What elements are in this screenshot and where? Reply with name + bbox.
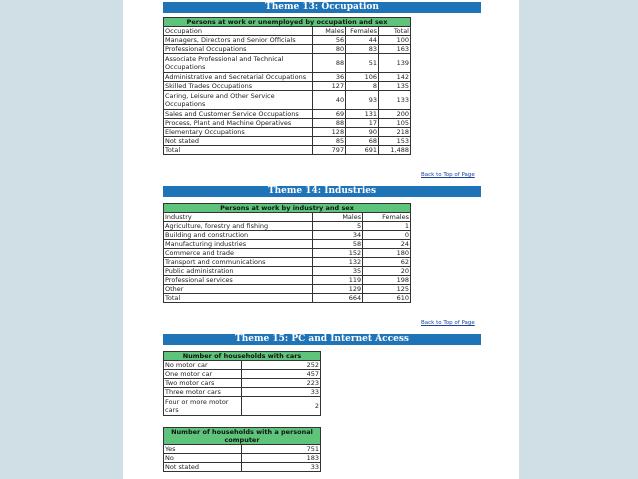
table-row: [164, 361, 321, 370]
cell-value: 68: [346, 137, 379, 146]
cell-value: 127: [313, 82, 346, 91]
cell-value: 200: [379, 110, 411, 119]
cell-value: 33: [241, 463, 320, 472]
column-header: Males: [313, 27, 346, 36]
column-header: Total: [379, 27, 411, 36]
cell-value: 457: [241, 370, 320, 379]
cell-value: 1,488: [379, 146, 411, 155]
row-label: Professional services: [164, 276, 313, 285]
row-label: Elementary Occupations: [164, 128, 313, 137]
table-row: [164, 463, 321, 472]
cell-value: 2: [241, 397, 320, 416]
column-header: Females: [346, 27, 379, 36]
cell-value: 139: [379, 54, 411, 73]
table-row: [164, 231, 411, 240]
row-label: Four or more motor cars: [164, 397, 242, 416]
row-label: Commerce and trade: [164, 249, 313, 258]
cell-value: 5: [313, 222, 363, 231]
cell-value: 252: [241, 361, 320, 370]
cell-value: 35: [313, 267, 363, 276]
row-label: Agriculture, forestry and fishing: [164, 222, 313, 231]
industry-table-caption: Persons at work by industry and sex: [164, 204, 411, 213]
cell-value: 17: [346, 119, 379, 128]
table-row: [164, 91, 411, 110]
row-label: No: [164, 454, 242, 463]
cell-value: 33: [241, 388, 320, 397]
column-header: Males: [313, 213, 363, 222]
table-header-row: [164, 213, 411, 222]
column-header: Industry: [164, 213, 313, 222]
table-row: [164, 128, 411, 137]
back-to-top-link[interactable]: Back to Top of Page: [421, 320, 475, 326]
cell-value: 40: [313, 91, 346, 110]
cell-value: 133: [379, 91, 411, 110]
row-label: Three motor cars: [164, 388, 242, 397]
table-row: [164, 82, 411, 91]
table-row: [164, 397, 321, 416]
theme15-heading: Theme 15: PC and Internet Access: [163, 334, 481, 345]
cell-value: 62: [363, 258, 411, 267]
row-label: Total: [164, 294, 313, 303]
cell-value: 80: [313, 45, 346, 54]
cell-value: 125: [363, 285, 411, 294]
cell-value: 34: [313, 231, 363, 240]
row-label: Not stated: [164, 137, 313, 146]
table-row: [164, 240, 411, 249]
theme13-heading: Theme 13: Occupation: [163, 2, 481, 13]
row-label: Associate Professional and Technical Occupations: [164, 54, 313, 73]
cell-value: 51: [346, 54, 379, 73]
table-row: [164, 110, 411, 119]
cell-value: 90: [346, 128, 379, 137]
row-label: Skilled Trades Occupations: [164, 82, 313, 91]
cell-value: 106: [346, 73, 379, 82]
cell-value: 105: [379, 119, 411, 128]
cell-value: 20: [363, 267, 411, 276]
row-label: One motor car: [164, 370, 242, 379]
row-label: Manufacturing industries: [164, 240, 313, 249]
back-to-top-link[interactable]: Back to Top of Page: [421, 172, 475, 178]
table-row: [164, 445, 321, 454]
row-label: Building and construction: [164, 231, 313, 240]
cell-value: 153: [379, 137, 411, 146]
cell-value: 58: [313, 240, 363, 249]
cell-value: 0: [363, 231, 411, 240]
row-label: Professional Occupations: [164, 45, 313, 54]
cell-value: 88: [313, 54, 346, 73]
cars-table: [163, 351, 321, 416]
cell-value: 69: [313, 110, 346, 119]
table-row: [164, 222, 411, 231]
cell-value: 83: [346, 45, 379, 54]
row-label: Sales and Customer Service Occupations: [164, 110, 313, 119]
industry-table: [163, 203, 411, 303]
pc-table: [163, 427, 321, 472]
table-row: [164, 294, 411, 303]
cell-value: 128: [313, 128, 346, 137]
row-label: Transport and communications: [164, 258, 313, 267]
cell-value: 142: [379, 73, 411, 82]
cell-value: 198: [363, 276, 411, 285]
table-row: [164, 388, 321, 397]
table-row: [164, 73, 411, 82]
pc-table-caption: Number of households with a personal computer: [164, 428, 321, 445]
cell-value: 223: [241, 379, 320, 388]
occupation-table: [163, 17, 411, 155]
cell-value: 8: [346, 82, 379, 91]
cell-value: 100: [379, 36, 411, 45]
theme14-heading: Theme 14: Industries: [163, 186, 481, 197]
cell-value: 24: [363, 240, 411, 249]
row-label: Process, Plant and Machine Operatives: [164, 119, 313, 128]
cell-value: 36: [313, 73, 346, 82]
page-content: [123, 0, 519, 479]
cell-value: 131: [346, 110, 379, 119]
table-row: [164, 54, 411, 73]
cell-value: 163: [379, 45, 411, 54]
row-label: Yes: [164, 445, 242, 454]
cell-value: 135: [379, 82, 411, 91]
table-row: [164, 454, 321, 463]
table-row: [164, 370, 321, 379]
cell-value: 93: [346, 91, 379, 110]
table-row: [164, 379, 321, 388]
table-row: [164, 276, 411, 285]
occupation-table-caption: Persons at work or unemployed by occupation and sex: [164, 18, 411, 27]
row-label: Caring, Leisure and Other Service Occupations: [164, 91, 313, 110]
column-header: Females: [363, 213, 411, 222]
row-label: Not stated: [164, 463, 242, 472]
row-label: Other: [164, 285, 313, 294]
row-label: Managers, Directors and Senior Officials: [164, 36, 313, 45]
table-row: [164, 267, 411, 276]
cell-value: 183: [241, 454, 320, 463]
table-row: [164, 285, 411, 294]
row-label: Two motor cars: [164, 379, 242, 388]
cell-value: 797: [313, 146, 346, 155]
cell-value: 132: [313, 258, 363, 267]
cell-value: 129: [313, 285, 363, 294]
table-row: [164, 146, 411, 155]
table-header-row: [164, 27, 411, 36]
cell-value: 152: [313, 249, 363, 258]
row-label: Total: [164, 146, 313, 155]
table-row: [164, 119, 411, 128]
cell-value: 85: [313, 137, 346, 146]
table-row: [164, 36, 411, 45]
cell-value: 88: [313, 119, 346, 128]
cell-value: 180: [363, 249, 411, 258]
column-header: Occupation: [164, 27, 313, 36]
cell-value: 691: [346, 146, 379, 155]
table-row: [164, 45, 411, 54]
row-label: No motor car: [164, 361, 242, 370]
table-row: [164, 258, 411, 267]
cell-value: 119: [313, 276, 363, 285]
cell-value: 218: [379, 128, 411, 137]
table-row: [164, 137, 411, 146]
cars-table-caption: Number of households with cars: [164, 352, 321, 361]
cell-value: 664: [313, 294, 363, 303]
cell-value: 751: [241, 445, 320, 454]
cell-value: 1: [363, 222, 411, 231]
row-label: Public administration: [164, 267, 313, 276]
table-row: [164, 249, 411, 258]
cell-value: 610: [363, 294, 411, 303]
cell-value: 44: [346, 36, 379, 45]
row-label: Administrative and Secretarial Occupations: [164, 73, 313, 82]
cell-value: 56: [313, 36, 346, 45]
